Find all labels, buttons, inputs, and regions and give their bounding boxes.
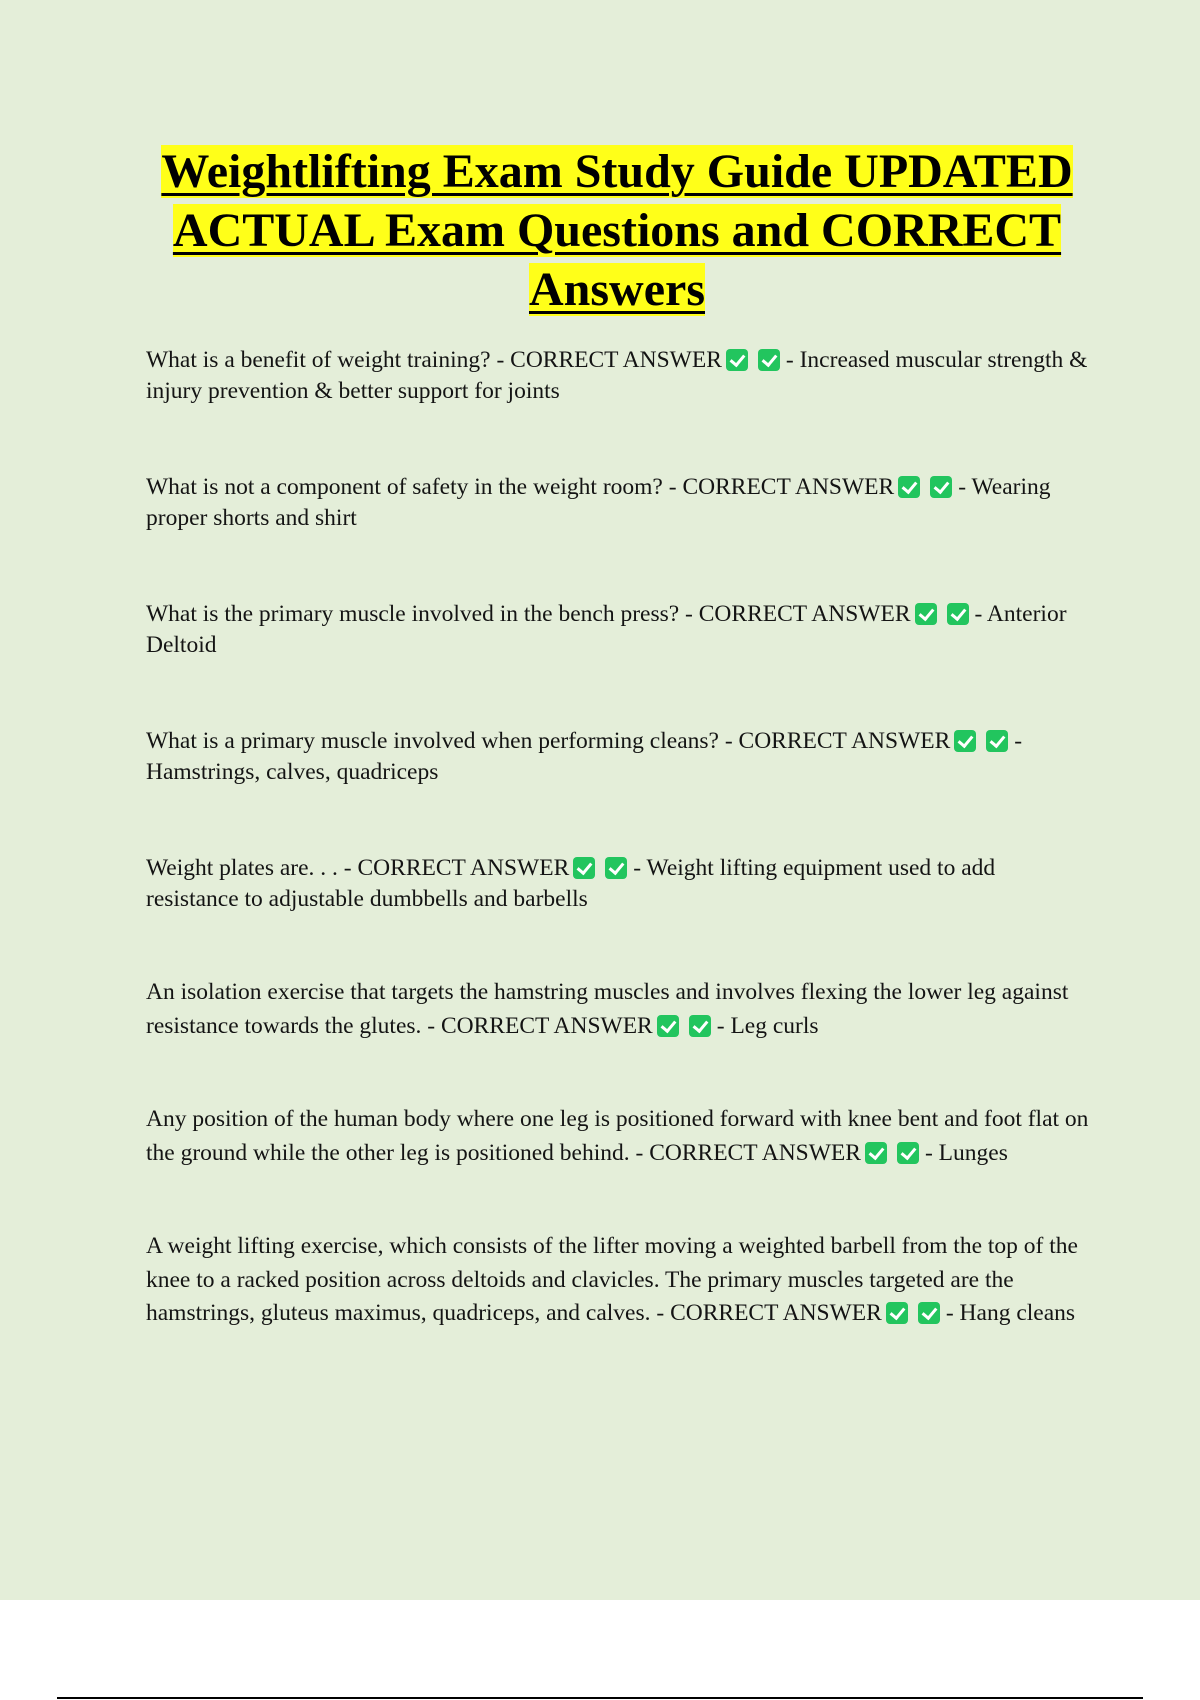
answer-text: Wearing proper shorts and shirt	[146, 474, 1051, 531]
answer-text: Hamstrings, calves, quadriceps	[146, 758, 439, 785]
question-text: What is the primary muscle involved in the bench press?	[146, 601, 680, 627]
check-mark-icon	[886, 1302, 908, 1324]
check-mark-icon	[947, 603, 969, 625]
qa-item-6: An isolation exercise that targets the hamstring muscles and involves flexing the lower leg against resistance towards the glutes. - CORRECT ANSWER - Leg curls	[146, 979, 1069, 1039]
question-text: What is a benefit of weight training?	[146, 347, 491, 373]
qa-item-5: Weight plates are. . . - CORRECT ANSWER - Weight lifting equipment used to add resistance to adjustable dumbbells and barbells	[146, 855, 996, 912]
correct-answer-label: CORRECT ANSWER	[440, 1012, 653, 1039]
correct-answer-label: CORRECT ANSWER	[738, 728, 951, 754]
answer-text: Lunges	[938, 1139, 1008, 1166]
answer-text: Hang cleans	[959, 1300, 1076, 1326]
check-mark-icon	[918, 1302, 940, 1324]
question-text: An isolation exercise that targets the hamstring muscles and involves flexing the lower leg against resistance towards the glutes.	[146, 979, 1069, 1039]
correct-answer-label: CORRECT ANSWER	[698, 601, 911, 627]
qa-item-7: Any position of the human body where one leg is positioned forward with knee bent and foot flat on the ground while the other leg is positioned behind. - CORRECT ANSWER - Lunges	[146, 1106, 1089, 1166]
qa-item-3: What is the primary muscle involved in the bench press? - CORRECT ANSWER - Anterior Deltoid	[146, 601, 1067, 658]
check-mark-icon	[726, 349, 748, 371]
question-text: What is a primary muscle involved when performing cleans?	[146, 728, 719, 754]
check-mark-icon	[915, 603, 937, 625]
correct-answer-label: CORRECT ANSWER	[670, 1300, 882, 1326]
qa-item-4: What is a primary muscle involved when performing cleans? - CORRECT ANSWER - Hamstrings, calves, quadriceps	[146, 728, 1023, 785]
answer-text: Increased muscular strength & injury prevention & better support for joints	[146, 347, 1088, 404]
check-mark-icon	[898, 476, 920, 498]
check-mark-icon	[954, 730, 976, 752]
check-mark-icon	[758, 349, 780, 371]
answer-text: Anterior Deltoid	[146, 601, 1067, 658]
correct-answer-label: CORRECT ANSWER	[357, 855, 570, 881]
title-text: Weightlifting Exam Study Guide UPDATED ACTUAL Exam Questions and CORRECT Answers	[161, 145, 1073, 316]
check-mark-icon	[605, 857, 627, 879]
check-mark-icon	[986, 730, 1008, 752]
footer-divider	[57, 1697, 1143, 1699]
check-mark-icon	[689, 1015, 711, 1037]
question-text: A weight lifting exercise, which consists of the lifter moving a weighted barbell from the top of the knee to a racked position across deltoids and clavicles. The primary muscles targeted are the hamstrings, gluteus maximus, quadriceps, and calves.	[146, 1233, 1078, 1326]
answer-text: Leg curls	[730, 1012, 819, 1039]
qa-item-1: What is a benefit of weight training? - CORRECT ANSWER - Increased muscular strength & injury prevention & better support for joints	[146, 347, 1088, 404]
correct-answer-label: CORRECT ANSWER	[649, 1139, 861, 1166]
check-mark-icon	[573, 857, 595, 879]
correct-answer-label: CORRECT ANSWER	[682, 474, 895, 500]
question-text: Any position of the human body where one leg is positioned forward with knee bent and foot flat on the ground while the other leg is positioned behind.	[146, 1106, 1089, 1166]
question-text: Weight plates are. . .	[146, 855, 338, 881]
qa-item-8: A weight lifting exercise, which consists of the lifter moving a weighted barbell from the top of the knee to a racked position across deltoids and clavicles. The primary muscles targeted are the hamstrings, gluteus maximus, quadriceps, and calves. - CORRECT ANSWER - Hang cleans	[146, 1233, 1078, 1326]
document-title	[120, 142, 1114, 319]
check-mark-icon	[897, 1142, 919, 1164]
correct-answer-label: CORRECT ANSWER	[510, 347, 722, 373]
check-mark-icon	[930, 476, 952, 498]
check-mark-icon	[657, 1015, 679, 1037]
answer-text: Weight lifting equipment used to add resistance to adjustable dumbbells and barbells	[146, 855, 996, 912]
check-mark-icon	[865, 1142, 887, 1164]
question-text: What is not a component of safety in the weight room?	[146, 474, 663, 500]
qa-item-2: What is not a component of safety in the weight room? - CORRECT ANSWER - Wearing proper shorts and shirt	[146, 474, 1051, 531]
